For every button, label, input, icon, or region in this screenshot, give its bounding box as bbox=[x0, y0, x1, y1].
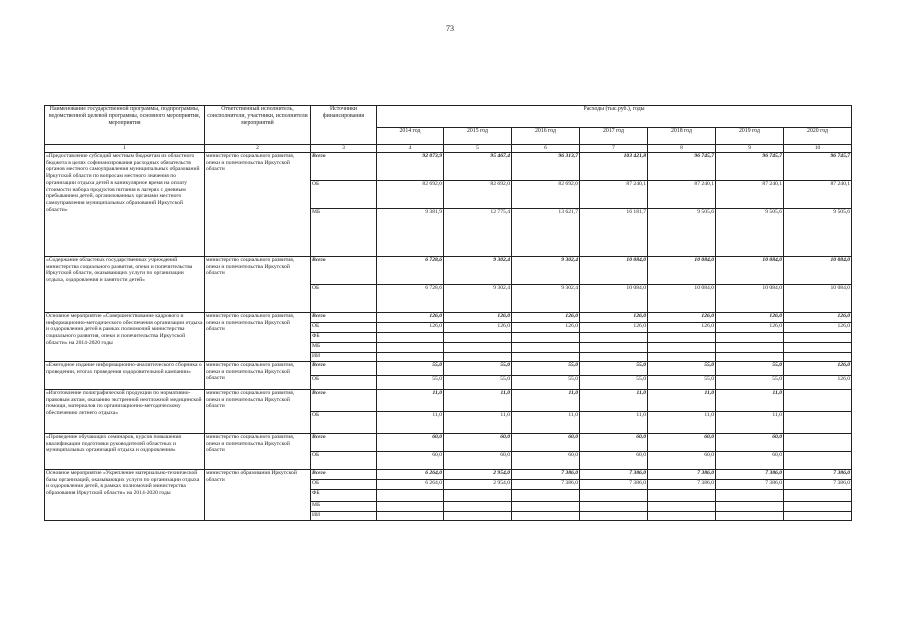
expense-value: 7 386,0 bbox=[580, 480, 648, 490]
expense-value: 126,0 bbox=[444, 323, 512, 333]
table-row bbox=[45, 257, 852, 285]
expense-value: 7 386,0 bbox=[580, 470, 648, 480]
expense-value bbox=[784, 333, 852, 343]
expense-value bbox=[648, 502, 716, 512]
column-number: 7 bbox=[580, 145, 648, 153]
expense-value: 96 745,7 bbox=[716, 153, 784, 181]
funding-source: Всего bbox=[311, 153, 377, 181]
expense-value: 55,0 bbox=[580, 376, 648, 390]
expense-value bbox=[716, 333, 784, 343]
funding-source: ОБ bbox=[311, 412, 377, 434]
expense-value bbox=[716, 512, 784, 521]
expense-value bbox=[444, 343, 512, 353]
table-row bbox=[45, 362, 852, 376]
expense-value: 126,0 bbox=[784, 323, 852, 333]
activity-name: Основное мероприятие «Совершенствование кадрового и информационно-методического обеспечения организации отдыха и оздоровления детей в рамках полномочий министерства социального развития, опеки и попечительства Иркутской области» на 2014-2020 годы bbox=[45, 313, 205, 362]
table-row bbox=[45, 434, 852, 452]
expense-value bbox=[784, 452, 852, 470]
expense-value: 126,0 bbox=[648, 323, 716, 333]
expense-value: 103 421,8 bbox=[580, 153, 648, 181]
expense-value bbox=[512, 490, 580, 502]
expense-value: 60,0 bbox=[512, 452, 580, 470]
expense-value: 126,0 bbox=[716, 323, 784, 333]
expense-value: 10 084,0 bbox=[648, 257, 716, 285]
expense-value: 11,0 bbox=[716, 412, 784, 434]
activity-name: Основное мероприятие «Укрепление материально-технической базы организаций, оказывающих услуги по организации отдыха и оздоровления детей, в рамках полномочий министерства образования Иркутской области» на 2014-2020 годы bbox=[45, 470, 205, 521]
responsible-executor: министерство социального развития, опеки и попечительства Иркутской области bbox=[205, 362, 311, 390]
expense-value: 126,0 bbox=[580, 313, 648, 323]
expense-value: 87 240,1 bbox=[716, 181, 784, 209]
responsible-executor: министерство образования Иркутской области bbox=[205, 470, 311, 521]
expense-value: 82 692,0 bbox=[377, 181, 444, 209]
header-year: 2016 год bbox=[512, 128, 580, 145]
header-expenses: Расходы (тыс.руб.), годы bbox=[377, 106, 852, 128]
expense-value: 55,0 bbox=[716, 376, 784, 390]
expense-value: 9 302,4 bbox=[512, 285, 580, 313]
expense-value: 9 505,6 bbox=[716, 209, 784, 257]
expense-value bbox=[580, 343, 648, 353]
funding-source: МБ bbox=[311, 343, 377, 353]
expense-value: 11,0 bbox=[648, 390, 716, 412]
expense-value bbox=[580, 490, 648, 502]
expense-value bbox=[580, 502, 648, 512]
expense-value: 11,0 bbox=[512, 412, 580, 434]
column-number-row bbox=[45, 145, 852, 153]
funding-source: ОБ bbox=[311, 480, 377, 490]
expense-value bbox=[377, 333, 444, 343]
expense-value bbox=[444, 353, 512, 362]
responsible-executor: министерство социального развития, опеки и попечительства Иркутской области bbox=[205, 257, 311, 313]
expense-value: 126,0 bbox=[512, 323, 580, 333]
funding-source: МБ bbox=[311, 502, 377, 512]
expense-value bbox=[716, 502, 784, 512]
expense-value: 60,0 bbox=[716, 434, 784, 452]
column-number: 10 bbox=[784, 145, 852, 153]
expense-value bbox=[377, 502, 444, 512]
activity-name: «Содержание областных государственных учреждений министерства социального развития, опеки и попечительства Иркутской области, оказывающих услуги по организации отдыха, оздоровления и занятости детей» bbox=[45, 257, 205, 313]
funding-source: ОБ bbox=[311, 376, 377, 390]
expense-value: 60,0 bbox=[444, 452, 512, 470]
expense-value: 11,0 bbox=[377, 412, 444, 434]
expense-value: 60,0 bbox=[648, 434, 716, 452]
expense-value: 60,0 bbox=[444, 434, 512, 452]
funding-source: ФБ bbox=[311, 333, 377, 343]
column-number: 9 bbox=[716, 145, 784, 153]
funding-source: Всего bbox=[311, 313, 377, 323]
expense-value bbox=[377, 512, 444, 521]
expense-value bbox=[648, 343, 716, 353]
table-row bbox=[45, 470, 852, 480]
expense-value: 95 467,4 bbox=[444, 153, 512, 181]
expense-value: 126,0 bbox=[648, 313, 716, 323]
expense-value: 126,0 bbox=[784, 376, 852, 390]
funding-source: ИИ bbox=[311, 353, 377, 362]
expense-value: 82 692,0 bbox=[444, 181, 512, 209]
expense-value: 55,0 bbox=[512, 362, 580, 376]
expense-value bbox=[648, 490, 716, 502]
expense-value: 2 954,0 bbox=[444, 480, 512, 490]
column-number: 4 bbox=[377, 145, 444, 153]
expense-value: 60,0 bbox=[377, 452, 444, 470]
column-number: 5 bbox=[444, 145, 512, 153]
expense-value bbox=[444, 502, 512, 512]
expense-value: 6 264,0 bbox=[377, 480, 444, 490]
expense-value: 96 745,7 bbox=[648, 153, 716, 181]
expense-value bbox=[784, 434, 852, 452]
funding-source: ОБ bbox=[311, 452, 377, 470]
expense-value: 55,0 bbox=[377, 376, 444, 390]
expense-value bbox=[784, 490, 852, 502]
expense-value: 126,0 bbox=[716, 313, 784, 323]
expense-value bbox=[580, 512, 648, 521]
expense-value bbox=[648, 512, 716, 521]
expense-value: 96 745,7 bbox=[784, 153, 852, 181]
header-year: 2018 год bbox=[648, 128, 716, 145]
expense-value: 126,0 bbox=[444, 313, 512, 323]
column-number: 1 bbox=[45, 145, 205, 153]
expense-value: 10 084,0 bbox=[784, 285, 852, 313]
header-source: Источники финансирования bbox=[311, 106, 377, 145]
expense-value: 55,0 bbox=[648, 362, 716, 376]
expense-value: 60,0 bbox=[377, 434, 444, 452]
expense-value: 92 073,9 bbox=[377, 153, 444, 181]
funding-source: МБ bbox=[311, 209, 377, 257]
expense-value: 7 386,0 bbox=[716, 470, 784, 480]
expense-value bbox=[512, 343, 580, 353]
table-row bbox=[45, 153, 852, 181]
expense-value: 11,0 bbox=[580, 390, 648, 412]
header-responsible: Ответственный исполнитель, соисполнители, участники, исполнители мероприятий bbox=[205, 106, 311, 145]
expense-value: 126,0 bbox=[377, 313, 444, 323]
expense-value: 55,0 bbox=[512, 376, 580, 390]
responsible-executor: министерство социального развития, опеки и попечительства Иркутской области bbox=[205, 434, 311, 470]
expense-value bbox=[784, 390, 852, 412]
expense-value: 7 386,0 bbox=[512, 470, 580, 480]
expense-value bbox=[512, 353, 580, 362]
expense-value: 13 621,7 bbox=[512, 209, 580, 257]
column-number: 8 bbox=[648, 145, 716, 153]
expense-value: 10 084,0 bbox=[648, 285, 716, 313]
activity-name: «Предоставление субсидий местным бюджетам из областного бюджета в целях софинансирования расходных обязательств органов местного самоуправления муниципальных образований Иркутской области по вопросам местного значения по организации отдыха детей в каникулярное время на оплату стоимости набора продуктов питания в лагерях с дневным пребыванием детей, организованных органами местного самоуправления муниципальных образований Иркутской области» bbox=[45, 153, 205, 257]
column-number: 2 bbox=[205, 145, 311, 153]
expense-value: 9 505,6 bbox=[784, 209, 852, 257]
table-row bbox=[45, 390, 852, 412]
expense-value: 87 240,1 bbox=[784, 181, 852, 209]
expense-value: 55,0 bbox=[444, 376, 512, 390]
expense-value: 10 084,0 bbox=[784, 257, 852, 285]
column-number: 6 bbox=[512, 145, 580, 153]
expense-value: 10 084,0 bbox=[580, 285, 648, 313]
budget-table bbox=[44, 105, 852, 521]
expense-value bbox=[784, 353, 852, 362]
expense-value: 60,0 bbox=[716, 452, 784, 470]
expense-value bbox=[716, 343, 784, 353]
expense-value: 7 386,0 bbox=[716, 480, 784, 490]
expense-value: 9 381,9 bbox=[377, 209, 444, 257]
header-year: 2020 год bbox=[784, 128, 852, 145]
expense-value: 12 775,4 bbox=[444, 209, 512, 257]
expense-value: 126,0 bbox=[580, 323, 648, 333]
expense-value: 82 692,0 bbox=[512, 181, 580, 209]
expense-value: 126,0 bbox=[377, 323, 444, 333]
column-number: 3 bbox=[311, 145, 377, 153]
expense-value: 60,0 bbox=[648, 452, 716, 470]
expense-value: 55,0 bbox=[648, 376, 716, 390]
funding-source: Всего bbox=[311, 257, 377, 285]
expense-value: 9 302,4 bbox=[444, 257, 512, 285]
header-year: 2017 год bbox=[580, 128, 648, 145]
expense-value: 11,0 bbox=[716, 390, 784, 412]
funding-source: ОБ bbox=[311, 323, 377, 333]
funding-source: Всего bbox=[311, 434, 377, 452]
expense-value: 60,0 bbox=[580, 434, 648, 452]
expense-value bbox=[512, 502, 580, 512]
funding-source: Всего bbox=[311, 470, 377, 480]
responsible-executor: министерство социального развития, опеки и попечительства Иркутской области bbox=[205, 313, 311, 362]
expense-value: 10 084,0 bbox=[716, 257, 784, 285]
expense-value bbox=[716, 490, 784, 502]
activity-name: «Проведение обучающих семинаров, курсов повышения квалификации подготовки руководителей областных и муниципальных организаций отдыха и оздоровления» bbox=[45, 434, 205, 470]
expense-value bbox=[716, 353, 784, 362]
expense-value: 10 084,0 bbox=[716, 285, 784, 313]
expense-value: 55,0 bbox=[444, 362, 512, 376]
expense-value bbox=[784, 502, 852, 512]
funding-source: Всего bbox=[311, 362, 377, 376]
expense-value: 126,0 bbox=[784, 362, 852, 376]
expense-value: 7 386,0 bbox=[512, 480, 580, 490]
expense-value: 55,0 bbox=[580, 362, 648, 376]
funding-source: ФБ bbox=[311, 490, 377, 502]
expense-value bbox=[444, 333, 512, 343]
expense-value bbox=[648, 353, 716, 362]
expense-value bbox=[580, 353, 648, 362]
expense-value bbox=[784, 512, 852, 521]
expense-value: 55,0 bbox=[377, 362, 444, 376]
header-year: 2014 год bbox=[377, 128, 444, 145]
header-year: 2015 год bbox=[444, 128, 512, 145]
expense-value bbox=[784, 412, 852, 434]
expense-value: 11,0 bbox=[512, 390, 580, 412]
funding-source: ИИ bbox=[311, 512, 377, 521]
expense-value bbox=[444, 490, 512, 502]
expense-value: 60,0 bbox=[580, 452, 648, 470]
funding-source: ОБ bbox=[311, 181, 377, 209]
expense-value: 11,0 bbox=[580, 412, 648, 434]
expense-value: 11,0 bbox=[444, 390, 512, 412]
responsible-executor: министерство социального развития, опеки и попечительства Иркутской области bbox=[205, 153, 311, 257]
page-number: 73 bbox=[446, 24, 454, 33]
expense-value: 7 386,0 bbox=[648, 480, 716, 490]
expense-value: 9 505,6 bbox=[648, 209, 716, 257]
funding-source: Всего bbox=[311, 390, 377, 412]
expense-value bbox=[512, 333, 580, 343]
expense-value: 6 264,0 bbox=[377, 470, 444, 480]
expense-value: 87 240,1 bbox=[580, 181, 648, 209]
expense-value: 7 386,0 bbox=[784, 480, 852, 490]
expense-value: 6 728,6 bbox=[377, 257, 444, 285]
expense-value: 55,0 bbox=[716, 362, 784, 376]
expense-value bbox=[444, 512, 512, 521]
expense-value: 2 954,0 bbox=[444, 470, 512, 480]
expense-value bbox=[784, 343, 852, 353]
expense-value: 16 181,7 bbox=[580, 209, 648, 257]
expense-value: 11,0 bbox=[377, 390, 444, 412]
expense-value: 126,0 bbox=[784, 313, 852, 323]
expense-value: 96 313,7 bbox=[512, 153, 580, 181]
expense-value: 60,0 bbox=[512, 434, 580, 452]
responsible-executor: министерство социального развития, опеки и попечительства Иркутской области bbox=[205, 390, 311, 434]
expense-value: 7 386,0 bbox=[648, 470, 716, 480]
expense-value bbox=[648, 333, 716, 343]
expense-value: 87 240,1 bbox=[648, 181, 716, 209]
activity-name: «Изготовление полиграфической продукции по нормативно-правовым актам, оказанию экстренной неотложной медицинской помощи, материалов по организационно-методическому обеспечению летнего отдыха» bbox=[45, 390, 205, 434]
expense-value bbox=[377, 490, 444, 502]
header-name: Наименование государственной программы, подпрограммы, ведомственной целевой программы, основного мероприятия, мероприятия bbox=[45, 106, 205, 145]
expense-value: 9 302,4 bbox=[512, 257, 580, 285]
expense-value bbox=[377, 353, 444, 362]
expense-value: 11,0 bbox=[444, 412, 512, 434]
table-body bbox=[45, 153, 852, 521]
expense-value: 11,0 bbox=[648, 412, 716, 434]
header-year: 2019 год bbox=[716, 128, 784, 145]
expense-value bbox=[377, 343, 444, 353]
funding-source: ОБ bbox=[311, 285, 377, 313]
expense-value: 7 386,0 bbox=[784, 470, 852, 480]
expense-value bbox=[512, 512, 580, 521]
expense-value: 126,0 bbox=[512, 313, 580, 323]
activity-name: «Ежегодное издание информационно-аналитического сборника о проведении, итогах проведения оздоровительной кампании» bbox=[45, 362, 205, 390]
expense-value: 9 302,4 bbox=[444, 285, 512, 313]
table-row bbox=[45, 313, 852, 323]
expense-value bbox=[580, 333, 648, 343]
expense-value: 10 084,0 bbox=[580, 257, 648, 285]
expense-value: 6 728,6 bbox=[377, 285, 444, 313]
